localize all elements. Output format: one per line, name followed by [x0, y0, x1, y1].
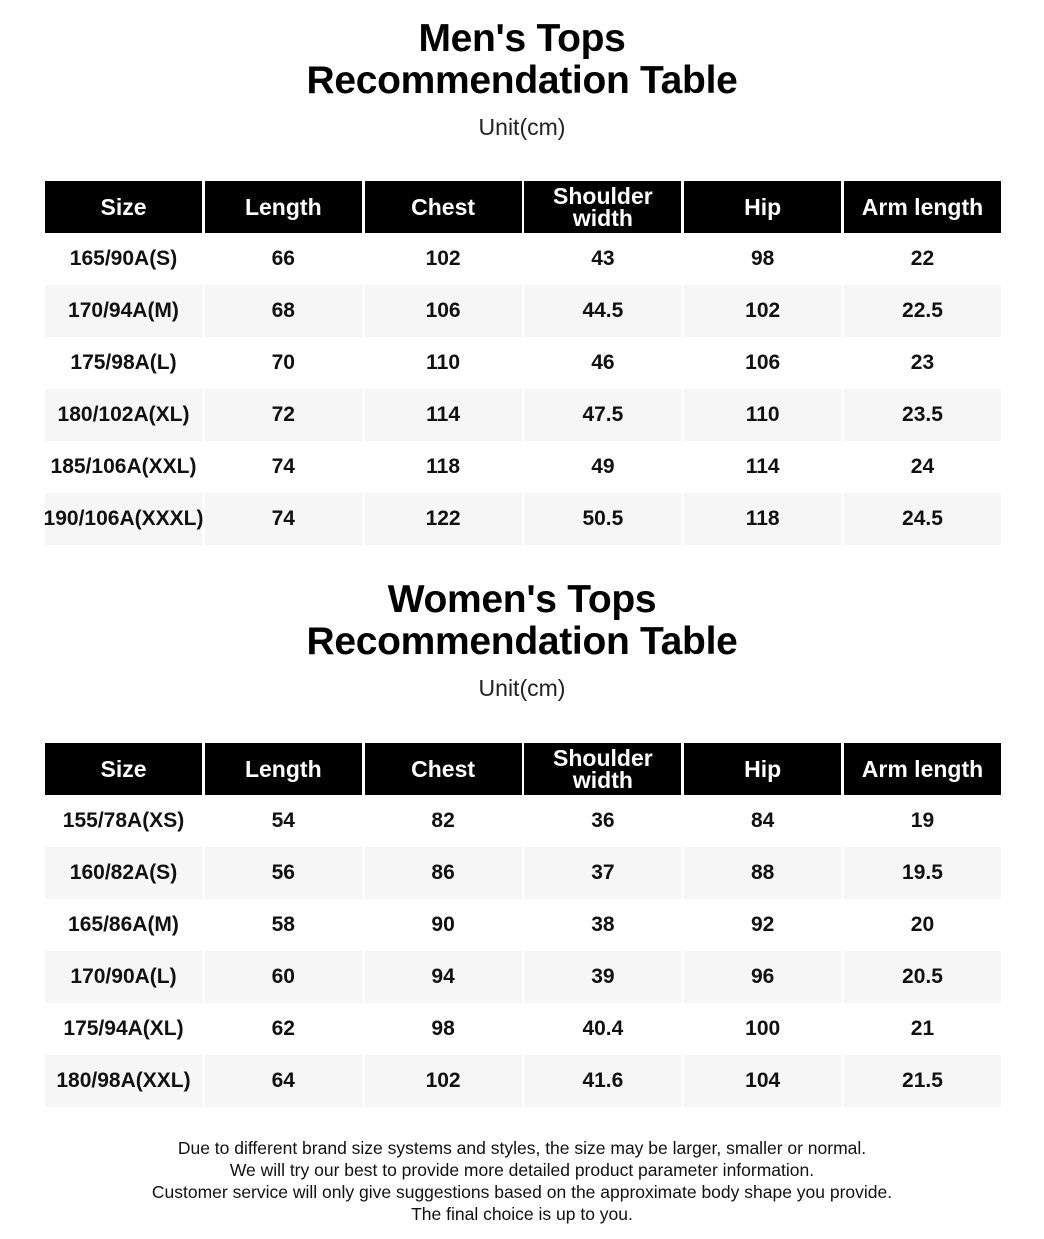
table-cell: 24.5: [844, 493, 1001, 545]
table-cell: 118: [684, 493, 841, 545]
womens-title-line2: Recommendation Table: [306, 620, 738, 663]
table-cell: 96: [684, 951, 841, 1003]
womens-section: [0, 578, 1044, 1092]
table-cell: 155/78A(XS): [62, 809, 185, 832]
table-cell: 88: [684, 847, 841, 899]
mens-title-line1: Men's Tops: [418, 17, 626, 60]
table-cell: 21.5: [844, 1055, 1001, 1107]
mens-header-length: Length: [205, 181, 362, 233]
table-cell: 92: [751, 913, 775, 936]
table-cell: 66: [271, 247, 295, 270]
table-row: [45, 441, 1001, 493]
table-row: [45, 493, 1001, 545]
table-cell: 98: [751, 247, 775, 270]
table-row: [45, 285, 1001, 337]
womens-header-shoulder-width: Shoulder width: [524, 743, 681, 795]
table-row: [45, 847, 1001, 899]
table-cell: 102: [425, 247, 461, 270]
mens-title-line2: Recommendation Table: [306, 59, 738, 102]
table-cell: 82: [431, 809, 455, 832]
disclaimer-line: We will try our best to provide more detailed product parameter information.: [229, 1160, 815, 1180]
disclaimer-line: Due to different brand size systems and styles, the size may be larger, smaller or normal.: [177, 1138, 867, 1158]
table-cell: 104: [684, 1055, 841, 1107]
womens-header-size: Size: [45, 743, 202, 795]
table-cell: 102: [684, 285, 841, 337]
table-cell: 21: [910, 1017, 935, 1040]
disclaimer-line: The final choice is up to you.: [411, 1204, 633, 1224]
table-cell: 50.5: [524, 493, 681, 545]
table-cell: 74: [205, 493, 362, 545]
table-cell: 41.6: [524, 1055, 681, 1107]
table-cell: 47.5: [524, 389, 681, 441]
table-cell: 90: [431, 913, 455, 936]
table-cell: 185/106A(XXL): [50, 455, 197, 478]
table-cell: 165/90A(S): [69, 247, 178, 270]
table-cell: 49: [591, 455, 615, 478]
mens-header-shoulder-width: Shoulder width: [524, 181, 681, 233]
mens-table-header: [45, 181, 1001, 233]
table-cell: 22: [910, 247, 935, 270]
table-cell: 180/102A(XL): [45, 389, 202, 441]
table-cell: 56: [205, 847, 362, 899]
table-cell: 19: [910, 809, 935, 832]
table-row: [45, 951, 1001, 1003]
table-cell: 72: [205, 389, 362, 441]
table-cell: 68: [205, 285, 362, 337]
table-cell: 165/86A(M): [68, 913, 179, 936]
mens-unit-label: Unit(cm): [478, 114, 566, 140]
mens-size-table: [45, 181, 1001, 545]
table-cell: 60: [205, 951, 362, 1003]
mens-header-chest: Chest: [365, 181, 522, 233]
table-cell: 106: [745, 351, 781, 374]
table-cell: 110: [684, 389, 841, 441]
table-cell: 102: [365, 1055, 522, 1107]
table-row: [45, 795, 1001, 847]
table-cell: 44.5: [524, 285, 681, 337]
womens-header-chest: Chest: [365, 743, 522, 795]
table-cell: 160/82A(S): [45, 847, 202, 899]
womens-title: [0, 579, 1044, 663]
womens-unit-label: Unit(cm): [478, 675, 566, 701]
mens-title: [0, 18, 1044, 102]
table-cell: 24: [910, 455, 935, 478]
table-cell: 40.4: [582, 1017, 624, 1040]
table-cell: 20.5: [844, 951, 1001, 1003]
womens-title-line1: Women's Tops: [387, 578, 657, 621]
table-row: [45, 1003, 1001, 1055]
table-cell: 170/94A(M): [45, 285, 202, 337]
table-cell: 62: [271, 1017, 295, 1040]
table-cell: 23.5: [844, 389, 1001, 441]
table-cell: 98: [431, 1017, 455, 1040]
table-cell: 23: [910, 351, 935, 374]
table-cell: 54: [271, 809, 295, 832]
table-row: [45, 899, 1001, 951]
womens-header-arm-length: Arm length: [844, 743, 1001, 795]
table-cell: 106: [365, 285, 522, 337]
disclaimer-line: Customer service will only give suggestions based on the approximate body shape you provide.: [151, 1182, 893, 1202]
table-cell: 74: [271, 455, 295, 478]
table-cell: 84: [751, 809, 775, 832]
table-cell: 38: [591, 913, 615, 936]
table-row: [45, 337, 1001, 389]
table-cell: 46: [591, 351, 615, 374]
mens-header-size: Size: [45, 181, 202, 233]
mens-section: [0, 17, 1044, 530]
table-row: [45, 233, 1001, 285]
table-cell: 175/94A(XL): [63, 1017, 184, 1040]
mens-header-arm-length: Arm length: [844, 181, 1001, 233]
table-cell: 118: [426, 455, 461, 478]
table-cell: 180/98A(XXL): [45, 1055, 202, 1107]
table-cell: 114: [745, 455, 780, 478]
table-cell: 22.5: [844, 285, 1001, 337]
table-cell: 37: [524, 847, 681, 899]
table-cell: 20: [910, 913, 935, 936]
table-cell: 39: [524, 951, 681, 1003]
table-cell: 190/106A(XXXL): [45, 493, 202, 545]
table-cell: 170/90A(L): [45, 951, 202, 1003]
table-cell: 94: [365, 951, 522, 1003]
table-cell: 70: [271, 351, 295, 374]
womens-table-header: [45, 743, 1001, 795]
table-cell: 110: [426, 351, 461, 374]
table-row: [45, 1055, 1001, 1107]
womens-header-hip: Hip: [684, 743, 841, 795]
table-cell: 64: [205, 1055, 362, 1107]
table-cell: 58: [271, 913, 295, 936]
table-cell: 86: [365, 847, 522, 899]
table-cell: 175/98A(L): [70, 351, 177, 374]
disclaimer-note: [0, 1137, 1044, 1225]
table-cell: 100: [745, 1017, 781, 1040]
table-cell: 114: [365, 389, 522, 441]
table-cell: 122: [365, 493, 522, 545]
womens-size-table: [45, 743, 1001, 1107]
womens-header-length: Length: [205, 743, 362, 795]
table-cell: 43: [591, 247, 615, 270]
table-cell: 19.5: [844, 847, 1001, 899]
table-cell: 36: [591, 809, 615, 832]
table-row: [45, 389, 1001, 441]
mens-header-hip: Hip: [684, 181, 841, 233]
